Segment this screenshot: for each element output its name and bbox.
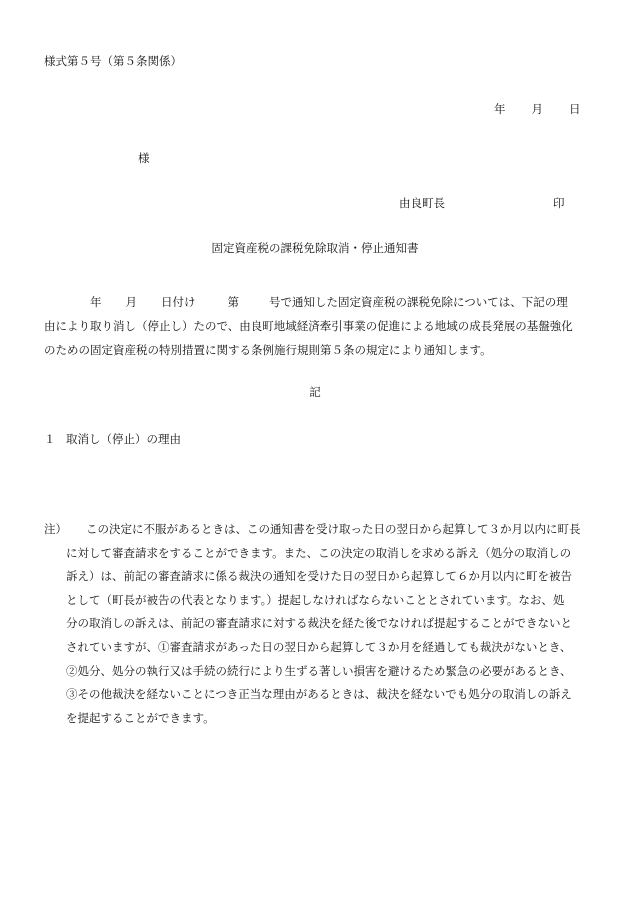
addressee-honorific: 様 [138, 151, 150, 165]
note-line: されていますが、①審査請求があった日の翌日から起算して３か月を経過しても裁決がないとき、 [66, 639, 572, 654]
body-line-1-text: 号で通知した固定資産税の課税免除については、下記の理 [269, 295, 568, 309]
note-line: 分の取消しの訴えは、前記の審査請求に対する裁決を経た後でなければ提起することができないと [66, 616, 572, 631]
date-day: 日 [569, 102, 581, 116]
note-line: この決定に不服があるときは、この通知書を受け取った日の翌日から起算して３か月以内に町長 [86, 522, 581, 536]
ki-heading: 記 [309, 385, 321, 399]
note-line: 訴え）は、前記の審査請求に係る裁決の通知を受けた日の翌日から起算して６か月以内に町を被告 [66, 569, 572, 584]
section-1 [44, 431, 181, 447]
body-number-prefix: 第 [227, 295, 239, 309]
note-line: ③その他裁決を経ないことにつき正当な理由があるときは、裁決を経ないでも処分の取消しの訴え [66, 687, 572, 702]
body-year: 年 [90, 295, 102, 309]
date-line [494, 101, 581, 117]
note-line: に対して審査請求をすることができます。また、この決定の取消しを求める訴え（処分の取消しの [66, 545, 572, 560]
section-1-number: １ [44, 432, 56, 446]
body-line-3: のための固定資産税の特別措置に関する条例施行規則第５条の規定により通知します。 [44, 343, 492, 357]
date-month: 月 [531, 102, 543, 116]
section-1-label: 取消し（停止）の理由 [66, 432, 181, 446]
note-text [66, 518, 606, 730]
body-day-label: 日付け [161, 295, 196, 309]
body-line-2: 由により取り消し（停止し）たので、由良町地域経済牽引事業の促進による地域の成長発展の基盤強化 [44, 319, 573, 333]
note-line: として（町長が被告の代表となります。）提起しなければならないこととされています。なお、処 [66, 592, 565, 607]
seal-mark: 印 [553, 196, 565, 210]
body-line-1 [44, 290, 596, 314]
form-label: 様式第５号（第５条関係） [44, 54, 182, 68]
body-paragraph [44, 290, 596, 362]
document-title: 固定資産税の課税免除取消・停止通知書 [211, 241, 419, 255]
note-line: を提起することができます。 [66, 710, 215, 725]
note-label: 注） [44, 522, 67, 536]
body-month: 月 [125, 295, 137, 309]
note-line: ②処分、処分の執行又は手続の続行により生ずる著しい損害を避けるため緊急の必要があるとき、 [66, 663, 572, 678]
issuer-title: 由良町長 [399, 196, 445, 210]
date-year: 年 [494, 102, 506, 116]
